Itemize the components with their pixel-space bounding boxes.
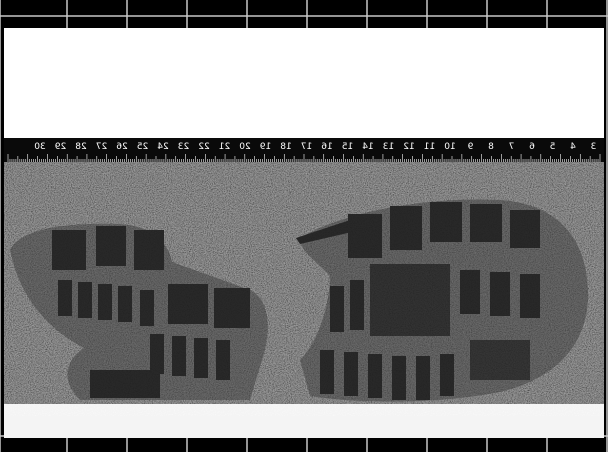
ruler-label: 11 <box>423 142 436 152</box>
ruler-label: 30 <box>34 142 46 152</box>
ruler-label: 17 <box>300 142 313 152</box>
ruler-label: 9 <box>467 142 474 152</box>
ruler-label: 5 <box>549 142 556 152</box>
ruler-label: 25 <box>136 142 149 152</box>
ruler-label: 6 <box>529 142 535 152</box>
ruler-label: 19 <box>259 142 272 152</box>
ruler-label: 21 <box>218 142 231 152</box>
ruler-label: 22 <box>198 142 210 152</box>
ruler-label: 26 <box>116 142 128 152</box>
ruler-label: 4 <box>570 142 576 152</box>
ruler-label: 28 <box>75 142 87 152</box>
ruler-label: 20 <box>239 142 251 152</box>
ruler-label: 16 <box>321 142 333 152</box>
ruler-label: 14 <box>362 142 374 152</box>
ruler-label: 23 <box>177 142 190 152</box>
card-bottom-edge-grain <box>4 404 604 416</box>
scale-ruler <box>4 138 604 162</box>
ruler-label: 13 <box>382 142 395 152</box>
white-card-top <box>4 28 604 138</box>
ruler-label: 3 <box>590 142 597 152</box>
ruler-label: 10 <box>444 142 456 152</box>
ruler-label: 12 <box>403 142 415 152</box>
ruler-label: 18 <box>280 142 292 152</box>
ruler-label: 24 <box>157 142 169 152</box>
ruler-label: 29 <box>54 142 67 152</box>
ruler-label: 8 <box>488 142 494 152</box>
ruler-label: 27 <box>95 142 108 152</box>
ruler-label: 15 <box>341 142 354 152</box>
ruler-label: 7 <box>508 142 515 152</box>
